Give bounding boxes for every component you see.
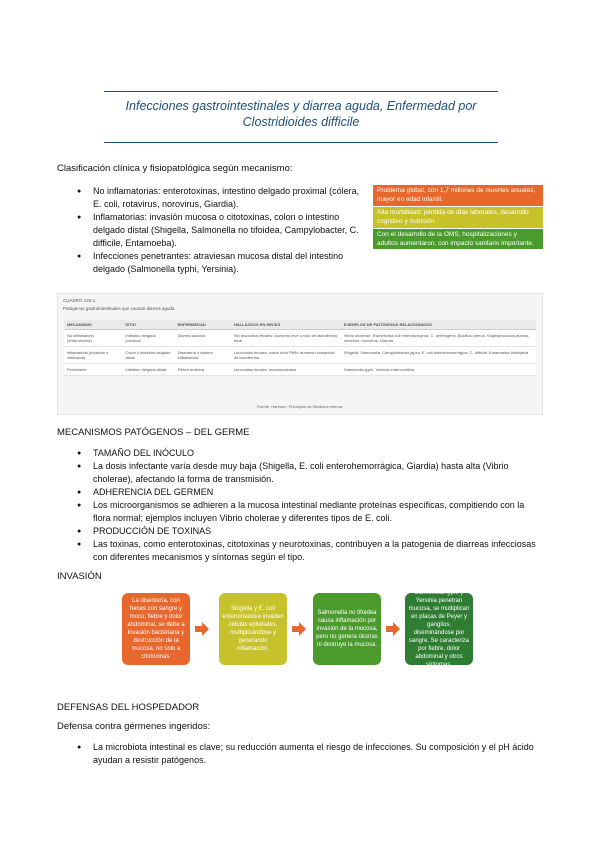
invasion-card: Salmonella typhi y Yersinia penetran mucosa, se multiplican en placas de Peyer y ganglios, diseminándose por sangre. Se caracteriza por fiebre, dolor abdominal y otros síntomas.: [405, 593, 473, 665]
title-rule-bottom: [104, 142, 498, 143]
figure-column-header: ENFERMEDAD: [175, 320, 231, 330]
page-title: Infecciones gastrointestinales y diarrea aguda, Enfermedad por Clostridioides difficile: [125, 99, 477, 129]
mechanism-item: ● Los microorganismos se adhieren a la mucosa intestinal mediante proteínas específicas, compitiendo con la flora normal; ejemplos incluyen Vibrio cholerae y diferentes tipos de E. coli.: [77, 499, 539, 525]
figure-table-header: [64, 320, 536, 330]
classification-item: ● Infecciones penetrantes: atraviesan mucosa distal del intestino delgado (Salmonella typhi, Yersinia).: [77, 250, 365, 276]
mechanisms-heading: MECANISMOS PATÓGENOS – DEL GERME: [57, 427, 250, 438]
table-cell: No inflamatorio (enterotoxina): [64, 330, 122, 347]
table-cell: Salmonella typhi, Yersinia enterocolitica: [341, 364, 536, 376]
invasion-card: La disentería, con heces con sangre y moco, fiebre y dolor abdominal, se debe a invasión bacteriana y destrucción de la mucosa, no solo a citotoxinas.: [122, 593, 190, 665]
figure-caption: Fuente: Harrison. Principios de Medicina Interna.: [256, 404, 344, 409]
defense-item: ● La microbiota intestinal es clave; su reducción aumenta el riesgo de infecciones. Su composición y el pH ácido ayudan a resistir patógenos.: [77, 741, 539, 767]
mechanism-item: ● ADHERENCIA DEL GERMEN: [77, 486, 539, 499]
table-cell: Sin leucocitos fecales; aumento leve o nulo de lactoferrina fecal: [231, 330, 341, 347]
table-row: [64, 330, 536, 347]
figure-subtitle: Patógenos gastrointestinales que causan diarrea aguda: [63, 306, 175, 311]
classification-item: ● No inflamatorias: enterotoxinas, intestino delgado proximal (cólera, E. coli, rotavirus, norovirus, Giardia).: [77, 185, 365, 211]
table-cell: Penetrante: [64, 364, 122, 376]
table-row: [64, 347, 536, 364]
side-box: Con el desarrollo de la OMS, hospitalizaciones y adultos aumentaron, con impacto sanitario importante.: [373, 229, 543, 249]
classification-item: ● Inflamatorias: invasión mucosa o citotoxinas, colon o intestino delgado distal (Shigella, Salmonella no tifoidea, Campylobacter, C. difficile, Entamoeba).: [77, 211, 365, 250]
side-box: Problema global, con 1,7 millones de muertes anuales, mayor en edad infantil.: [373, 185, 543, 206]
table-cell: Inflamatorio (invasión o citotoxina): [64, 347, 122, 364]
classification-heading: Clasificación clínica y fisiopatológica según mecanismo:: [57, 163, 293, 174]
table-cell: Leucocitos fecales, mononucleares: [231, 364, 341, 376]
classification-figure: [57, 293, 543, 415]
table-cell: Colon o intestino delgado distal: [122, 347, 174, 364]
mechanism-item: ● PRODUCCIÓN DE TOXINAS: [77, 525, 539, 538]
figure-table: [64, 320, 536, 376]
defenses-list: [77, 741, 539, 767]
figure-column-header: SITIO: [122, 320, 174, 330]
classification-list: [77, 185, 365, 276]
mechanisms-list: [77, 447, 539, 564]
defenses-subheading: Defensa contra gérmenes ingeridos:: [57, 721, 211, 732]
invasion-heading: INVASIÓN: [57, 571, 102, 582]
figure-table-body: [64, 330, 536, 376]
defenses-heading: DEFENSAS DEL HOSPEDADOR: [57, 702, 200, 713]
title-rule-top: [104, 91, 498, 92]
arrow-right-icon: [195, 622, 209, 636]
figure-column-header: HALLAZGOS EN HECES: [231, 320, 341, 330]
mechanism-item: ● TAMAÑO DEL INÓCULO: [77, 447, 539, 460]
table-cell: Shigella, Salmonella, Campylobacter jejuni, E. coli enterohemorrágica, C. difficile, Entamoeba histolytica: [341, 347, 536, 364]
table-cell: Diarrea acuosa: [175, 330, 231, 347]
figure-column-header: EJEMPLOS DE PATÓGENOS RELACIONADOS: [341, 320, 536, 330]
arrow-right-icon: [386, 622, 400, 636]
table-cell: Disentería o diarrea inflamatoria: [175, 347, 231, 364]
table-cell: Leucocitos fecales, sobre todo PMN; aumento sustancial de lactoferrina: [231, 347, 341, 364]
table-cell: Intestino delgado proximal: [122, 330, 174, 347]
arrow-right-icon: [292, 622, 306, 636]
invasion-card: Shigella y E. coli enteroinvasiva invaden células epiteliales, multiplicándose y generando inflamación.: [219, 593, 287, 665]
table-cell: Vibrio cholerae, Escherichia coli enterotoxígena, C. perfringens, Bacillus cereus, Staphylococcus aureus, rotavirus, norovirus, Giardia: [341, 330, 536, 347]
mechanism-item: ● La dosis infectante varía desde muy baja (Shigella, E. coli enterohemorrágica, Giardia) hasta alta (Vibrio cholerae), afectando la forma de transmisión.: [77, 460, 539, 486]
table-cell: Intestino delgado distal: [122, 364, 174, 376]
side-box: Alta morbilidad: pérdida de días laborales, desarrollo cognitivo y nutrición.: [373, 207, 543, 228]
figure-column-header: MECANISMO: [64, 320, 122, 330]
figure-label: CUADRO 133-1: [63, 298, 96, 303]
mechanism-item: ● Las toxinas, como enterotoxinas, citotoxinas y neurotoxinas, contribuyen a la patogenia de diarreas infecciosas con diferentes mecanismos y síntomas según el tipo.: [77, 538, 539, 564]
invasion-card: Salmonella no tifoidea causa inflamación por invasión de la mucosa, pero no genera úlceras ni destruye la mucosa.: [313, 593, 381, 665]
table-cell: Fiebre entérica: [175, 364, 231, 376]
table-row: [64, 364, 536, 376]
